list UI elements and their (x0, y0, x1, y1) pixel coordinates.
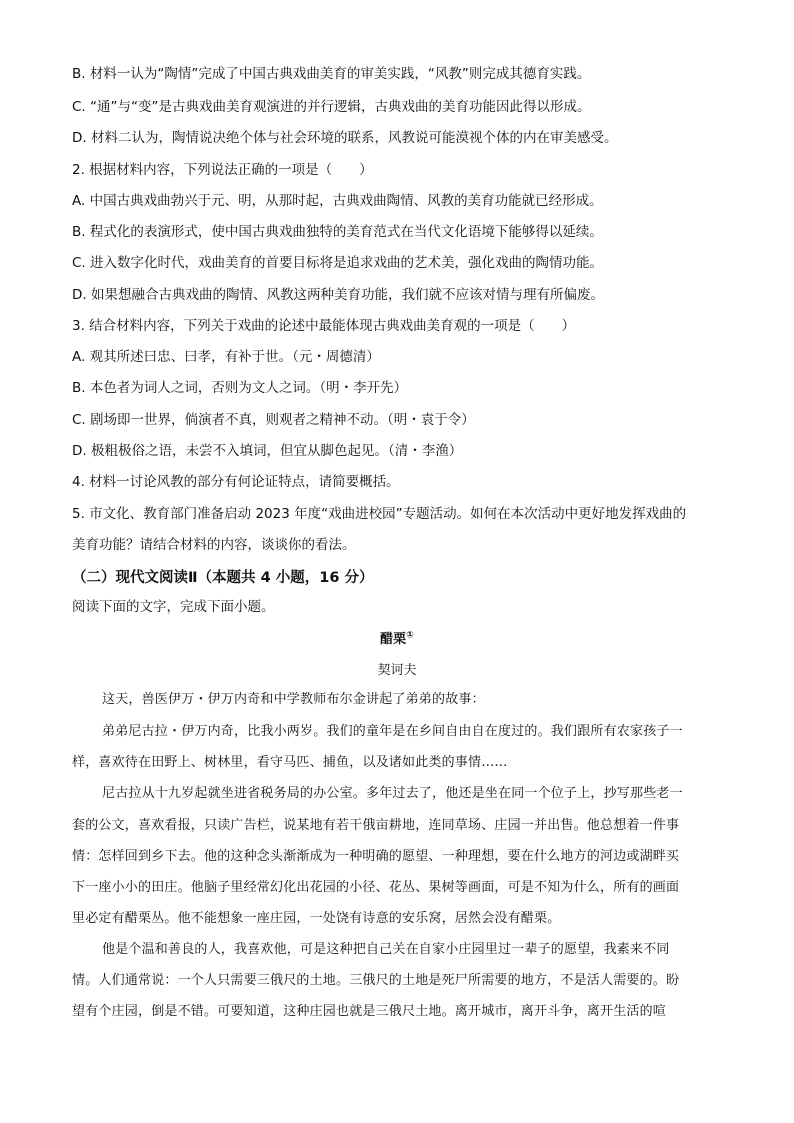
q1-option-b: B. 材料一认为“陶情”完成了中国古典戏曲美育的审美实践，“风教”则完成其德育实践。 (72, 66, 591, 82)
q3-option-a: A. 观其所述曰忠、曰孝，有补于世。（元・周德清） (72, 349, 380, 365)
story-paragraph-line: 下一座小小的田庄。他脑子里经常幻化出花园的小径、花丛、果树等画面，可是不知为什么，所有的画面 (72, 880, 680, 895)
q1-option-d: D. 材料二认为，陶情说决绝个体与社会环境的联系，风教说可能漠视个体的内在审美感受。 (72, 130, 618, 146)
story-paragraph-line: 里必定有醋栗丛。他不能想象一座庄园，一处饶有诗意的安乐窝，居然会没有醋栗。 (72, 911, 561, 926)
story-title (0, 628, 794, 647)
story-paragraph-line: 尼古拉从十九岁起就坐进省税务局的办公室。多年过去了，他还是坐在同一个位子上，抄写那些老一 (102, 786, 683, 801)
footnote-marker: ① (406, 630, 414, 641)
story-paragraph-line: 样，喜欢待在田野上、树林里，看守马匹、捕鱼，以及诸如此类的事情…… (72, 755, 508, 770)
story-author: 契诃夫 (377, 663, 417, 678)
story-title-text: 醋栗 (380, 632, 407, 647)
q1-option-c: C. “通”与“变”是古典戏曲美育观演进的并行逻辑，古典戏曲的美育功能因此得以形成。 (72, 99, 591, 115)
story-paragraph-line: 这天，兽医伊万・伊万内奇和中学教师布尔金讲起了弟弟的故事： (102, 692, 485, 707)
q5-stem-line2: 美育功能？请结合材料的内容，谈谈你的看法。 (72, 537, 356, 553)
q3-option-b: B. 本色者为词人之词，否则为文人之词。（明・李开先） (72, 380, 408, 396)
story-paragraph-line: 他是个温和善良的人，我喜欢他，可是这种把自己关在自家小庄园里过一辈子的愿望，我素来不同 (102, 942, 670, 957)
story-paragraph-line: 弟弟尼古拉・伊万内奇，比我小两岁。我们的童年是在乡间自由自在度过的。我们跟所有农家孩子一 (102, 724, 683, 739)
q2-option-d: D. 如果想融合古典戏曲的陶情、风教这两种美育功能，我们就不应该对情与理有所偏废。 (72, 287, 604, 303)
q3-option-c: C. 剧场即一世界，倘演者不真，则观者之精神不动。（明・袁于令） (72, 412, 475, 428)
q2-stem: 2. 根据材料内容，下列说法正确的一项是（ ） (72, 162, 373, 178)
story-paragraph-line: 套的公文，喜欢看报，只读广告栏，说某地有若干俄亩耕地，连同草场、庄园一并出售。他总想着一件事 (72, 818, 680, 833)
story-paragraph-line: 情。人们通常说：一个人只需要三俄尺的土地。三俄尺的土地是死尸所需要的地方，不是活人需要的。盼 (72, 973, 680, 988)
story-paragraph-line: 望有个庄园，倒是不错。可要知道，这种庄园也就是三俄尺土地。离开城市，离开斗争，离开生活的喧 (72, 1004, 667, 1019)
q2-option-a: A. 中国古典戏曲勃兴于元、明，从那时起，古典戏曲陶情、风教的美育功能就已经形成。 (72, 193, 603, 209)
q3-stem: 3. 结合材料内容，下列关于戏曲的论述中最能体现古典戏曲美育观的一项是（ ） (72, 318, 576, 334)
q2-option-b: B. 程式化的表演形式，使中国古典戏曲独特的美育范式在当代文化语境下能够得以延续。 (72, 224, 603, 240)
story-paragraph-line: 情：怎样回到乡下去。他的这种念头渐渐成为一种明确的愿望、一种理想，要在什么地方的河边或湖畔买 (72, 849, 680, 864)
q4-stem: 4. 材料一讨论风教的部分有何论证特点，请简要概括。 (72, 474, 400, 490)
q5-stem-line1: 5. 市文化、教育部门准备启动 2023 年度“戏曲进校园”专题活动。如何在本次活动中更好地发挥戏曲的 (72, 506, 687, 522)
reading-instruction: 阅读下面的文字，完成下面小题。 (72, 599, 275, 615)
section-heading: （二）现代文阅读Ⅱ（本题共 4 小题，16 分） (72, 570, 374, 586)
q2-option-c: C. 进入数字化时代，戏曲美育的首要目标将是追求戏曲的艺术美，强化戏曲的陶情功能。 (72, 255, 604, 271)
q3-option-d: D. 极粗极俗之语，未尝不入填词，但宜从脚色起见。（清・李渔） (72, 443, 463, 459)
